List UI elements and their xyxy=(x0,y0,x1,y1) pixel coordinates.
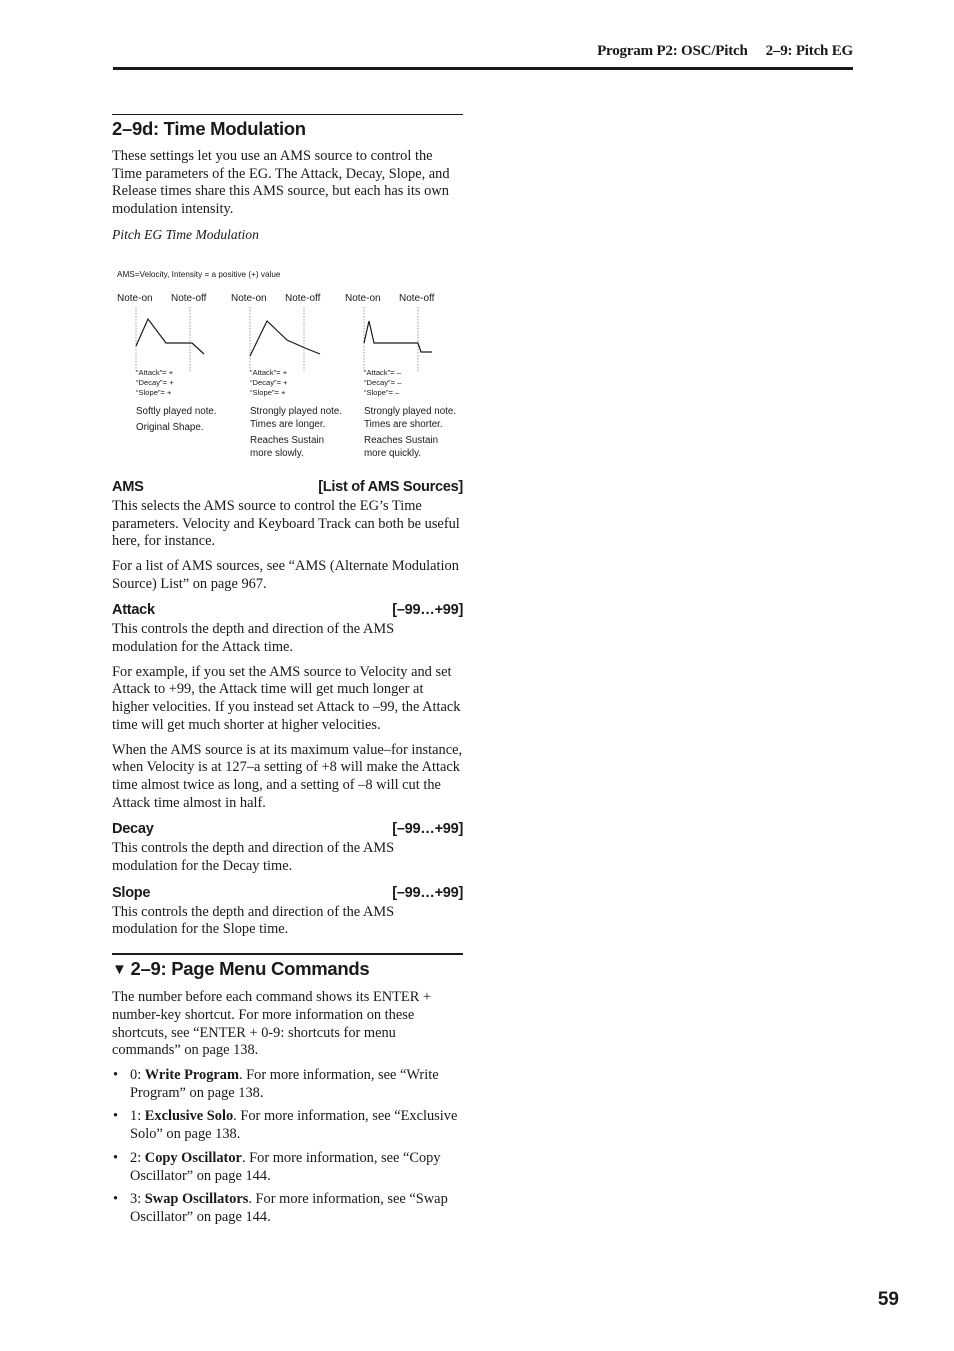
running-head-program: Program P2: OSC/Pitch xyxy=(597,43,748,59)
panel-1-envelope-curve xyxy=(136,319,204,354)
list-item xyxy=(112,1150,463,1185)
list-item xyxy=(112,1191,463,1226)
panel-1-desc-line-2: Original Shape. xyxy=(136,421,204,433)
time-modulation-title: 2–9d: Time Modulation xyxy=(112,118,306,139)
panel-1-slope-param: “Slope”= + xyxy=(136,387,172,397)
panel-2-attack-param: “Attack”= + xyxy=(250,367,288,377)
decay-description: This controls the depth and direction of the AMS modulation for the Decay time. xyxy=(112,840,395,875)
ams-list-reference: For a list of AMS sources, see “AMS (Alternate Modulation Source) List” on page 967. xyxy=(112,557,459,592)
panel-1-desc-line-1: Softly played note. xyxy=(136,405,217,417)
panel-2-desc-line-4: more slowly. xyxy=(250,447,304,459)
attack-param-heading xyxy=(112,602,463,618)
decay-param-name: Decay xyxy=(112,821,154,838)
panel-3-slope-param: “Slope”= – xyxy=(364,387,400,397)
diagram-panel-1 xyxy=(117,293,217,433)
list-item xyxy=(112,1108,463,1143)
ams-param-heading xyxy=(112,479,463,495)
ams-description: This selects the AMS source to control the EG’s Time parameters. Velocity and Keyboard Track can both be useful here, for instance. xyxy=(112,497,460,550)
time-modulation-section xyxy=(112,114,463,939)
section-rule xyxy=(112,953,463,955)
panel-2-note-off-label: Note-off xyxy=(285,292,321,304)
panel-2-note-on-label: Note-on xyxy=(231,292,267,304)
panel-2-envelope-curve xyxy=(250,321,320,356)
panel-3-decay-param: “Decay”= – xyxy=(364,377,402,387)
list-item xyxy=(112,1067,463,1102)
slope-description: This controls the depth and direction of the AMS modulation for the Slope time. xyxy=(112,903,395,938)
bullet-icon: • xyxy=(113,1066,119,1083)
page-menu-intro: The number before each command shows its ENTER + number-key shortcut. For more information on these shortcuts, see “ENTER + 0-9: shortcuts for menu commands” on page 138. xyxy=(112,989,432,1059)
page-menu-title-text: 2–9: Page Menu Commands xyxy=(130,958,370,980)
panel-3-desc-line-1: Strongly played note. xyxy=(364,405,457,417)
attack-param-name: Attack xyxy=(112,602,155,619)
diagram-panel-3 xyxy=(345,293,456,459)
panel-3-desc-line-3: Reaches Sustain xyxy=(364,434,439,446)
main-column xyxy=(112,114,463,1233)
page-menu-section xyxy=(112,953,463,1226)
command-number: 2: xyxy=(130,1149,145,1166)
time-modulation-intro: These settings let you use an AMS source to control the Time parameters of the EG. The Attack, Decay, Slope, and Release times share this AMS source, but each has its own modulation intensity. xyxy=(112,148,450,218)
header-rule xyxy=(113,67,853,70)
section-rule xyxy=(112,114,463,115)
figure-caption: Pitch EG Time Modulation xyxy=(112,226,259,242)
pitch-eg-time-modulation-diagram xyxy=(112,261,463,461)
page-menu-command-list xyxy=(112,1067,463,1227)
panel-1-decay-param: “Decay”= + xyxy=(136,377,174,387)
command-description: . For more information, see “Swap Oscillator” on page 144. xyxy=(130,1191,448,1225)
panel-2-desc-line-2: Times are longer. xyxy=(250,418,326,430)
command-description: . For more information, see “Copy Oscillator” on page 144. xyxy=(130,1149,441,1184)
panel-3-desc-line-4: more quickly. xyxy=(364,447,421,459)
panel-1-note-off-label: Note-off xyxy=(171,292,207,304)
panel-3-desc-line-2: Times are shorter. xyxy=(364,418,443,430)
panel-2-desc-line-3: Reaches Sustain xyxy=(250,434,325,446)
attack-max-value-note: When the AMS source is at its maximum value–for instance, when Velocity is at 127–a setting of +8 will make the Attack time almost twice as long, and a setting of –8 will cut the Attack time almost in half. xyxy=(112,741,463,811)
triangle-down-icon: ▼ xyxy=(112,961,127,979)
panel-2-desc-line-1: Strongly played note. xyxy=(250,405,343,417)
attack-description: This controls the depth and direction of the AMS modulation for the Attack time. xyxy=(112,621,395,656)
bullet-icon: • xyxy=(113,1191,119,1208)
command-name: Write Program xyxy=(144,1066,239,1083)
attack-param-range: [–99…+99] xyxy=(392,602,463,619)
panel-2-decay-param: “Decay”= + xyxy=(250,377,288,387)
page-number: 59 xyxy=(877,1289,899,1310)
panel-1-attack-param: “Attack”= + xyxy=(136,367,174,377)
panel-2-slope-param: “Slope”= + xyxy=(250,387,286,397)
command-number: 3: xyxy=(130,1191,145,1208)
slope-param-name: Slope xyxy=(112,884,151,901)
ams-param-range: [List of AMS Sources] xyxy=(318,478,463,495)
slope-param-heading xyxy=(112,885,463,901)
command-name: Swap Oscillators xyxy=(144,1191,249,1208)
attack-example: For example, if you set the AMS source to Velocity and set Attack to +99, the Attack time will get much longer at higher velocities. If you instead set Attack to –99, the Attack time will get much shorter at higher velocities. xyxy=(112,663,461,733)
diagram-heading: AMS=Velocity, Intensity = a positive (+) value xyxy=(117,269,281,279)
running-head xyxy=(113,43,853,60)
command-number: 1: xyxy=(130,1108,145,1125)
panel-3-attack-param: “Attack”= – xyxy=(364,367,401,377)
decay-param-range: [–99…+99] xyxy=(392,821,463,838)
running-head-section: 2–9: Pitch EG xyxy=(765,43,853,59)
command-description: . For more information, see “Write Program” on page 138. xyxy=(130,1066,439,1101)
command-name: Copy Oscillator xyxy=(144,1149,242,1166)
decay-param-heading xyxy=(112,821,463,837)
command-number: 0: xyxy=(130,1066,145,1083)
ams-param-name: AMS xyxy=(112,478,144,495)
diagram-panel-2 xyxy=(231,293,342,459)
page-menu-title xyxy=(112,958,463,980)
command-name: Exclusive Solo xyxy=(144,1108,234,1125)
panel-3-envelope-curve xyxy=(364,321,432,352)
panel-1-note-on-label: Note-on xyxy=(117,292,153,304)
bullet-icon: • xyxy=(113,1108,119,1125)
slope-param-range: [–99…+99] xyxy=(392,884,463,901)
bullet-icon: • xyxy=(113,1149,119,1166)
panel-3-note-off-label: Note-off xyxy=(399,292,435,304)
panel-3-note-on-label: Note-on xyxy=(345,292,381,304)
command-description: . For more information, see “Exclusive Solo” on page 138. xyxy=(130,1108,458,1143)
